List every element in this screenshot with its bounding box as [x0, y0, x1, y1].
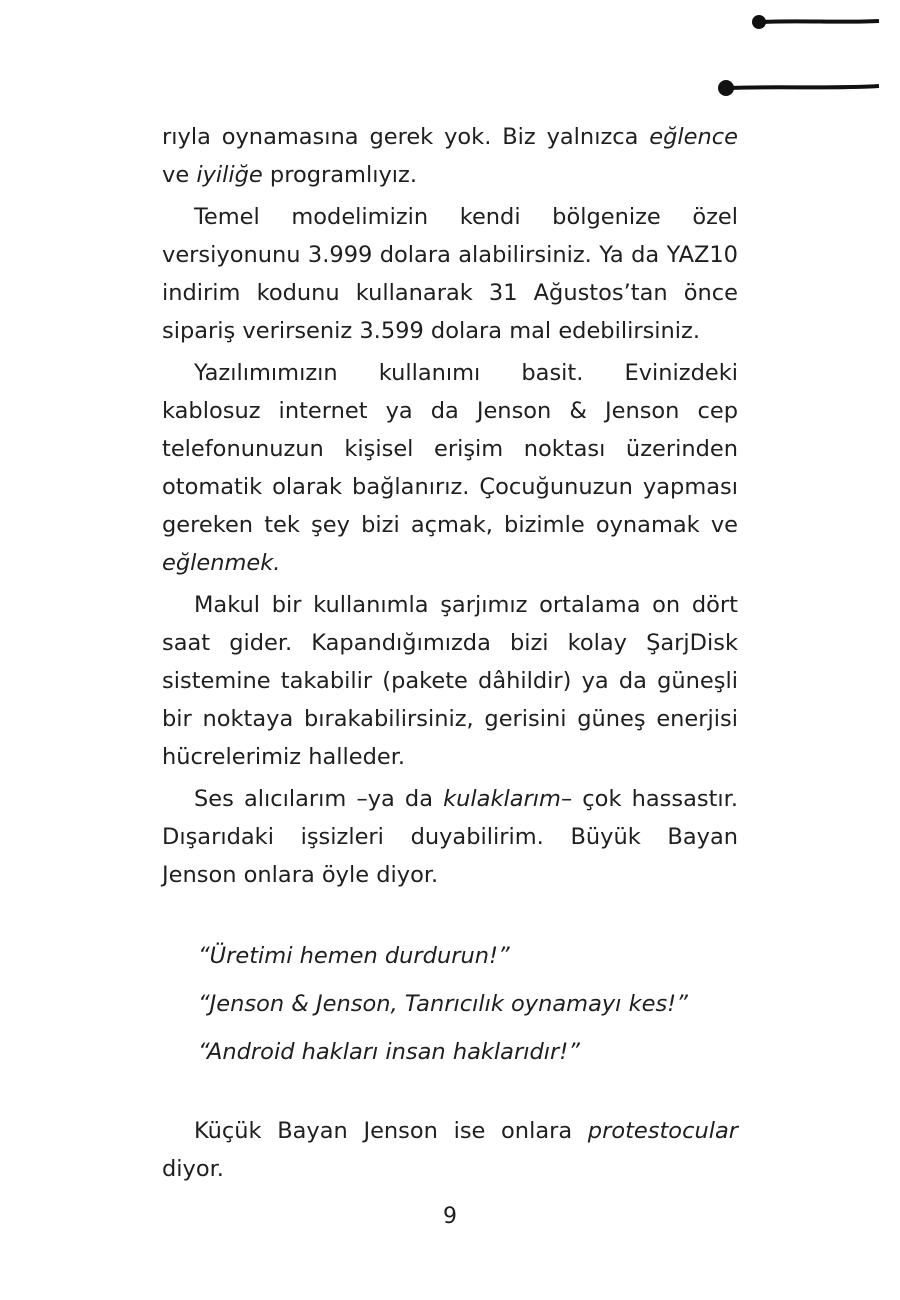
quote-line: “Üretimi hemen durdurun!” — [198, 943, 510, 969]
paragraph-4: Makul bir kullanımla şarjımız ortalama on dört saat gider. Kapandığımızda bizi kolay ŞarjDisk sistemine takabilir (pakete dâhildir) ya da güneşli bir noktaya bırakabilirsiniz, gerisini güneş enerjisi hücrelerimiz halleder. — [162, 592, 738, 770]
quote-line: “Android hakları insan haklarıdır!” — [198, 1039, 580, 1065]
paragraph-3: Yazılımımızın kullanımı basit. Evinizdeki kablosuz internet ya da Jenson & Jenson cep telefonunuzun kişisel erişim noktası üzerinden otomatik olarak bağlanırız. Çocuğunuzun yapması gereken tek şey bizi açmak, bizimle oynamak ve eğlenmek. — [162, 360, 738, 576]
decorative-lines — [0, 0, 900, 110]
body-text — [162, 118, 738, 1192]
page-number: 9 — [443, 1204, 457, 1229]
paragraph-1: rıyla oynamasına gerek yok. Biz yalnızca eğlence ve iyiliğe programlıyız. — [162, 124, 738, 188]
paragraph-2: Temel modelimizin kendi bölgenize özel versiyonunu 3.999 dolara alabilirsiniz. Ya da YAZ10 indirim kodunu kullanarak 31 Ağustos’tan önce sipariş verirseniz 3.599 dolara mal edebilirsiniz. — [162, 204, 738, 344]
line-top — [760, 21, 879, 22]
line-bottom — [727, 86, 879, 88]
closing-paragraph: Küçük Bayan Jenson ise onlara protestocular diyor. — [162, 1118, 738, 1182]
paragraph-5: Ses alıcılarım –ya da kulaklarım– çok hassastır. Dışarıdaki işsizleri duyabilirim. Büyük Bayan Jenson onlara öyle diyor. — [162, 786, 738, 888]
quote-line: “Jenson & Jenson, Tanrıcılık oynamayı kes!” — [198, 991, 688, 1017]
quote-block — [162, 934, 738, 1074]
